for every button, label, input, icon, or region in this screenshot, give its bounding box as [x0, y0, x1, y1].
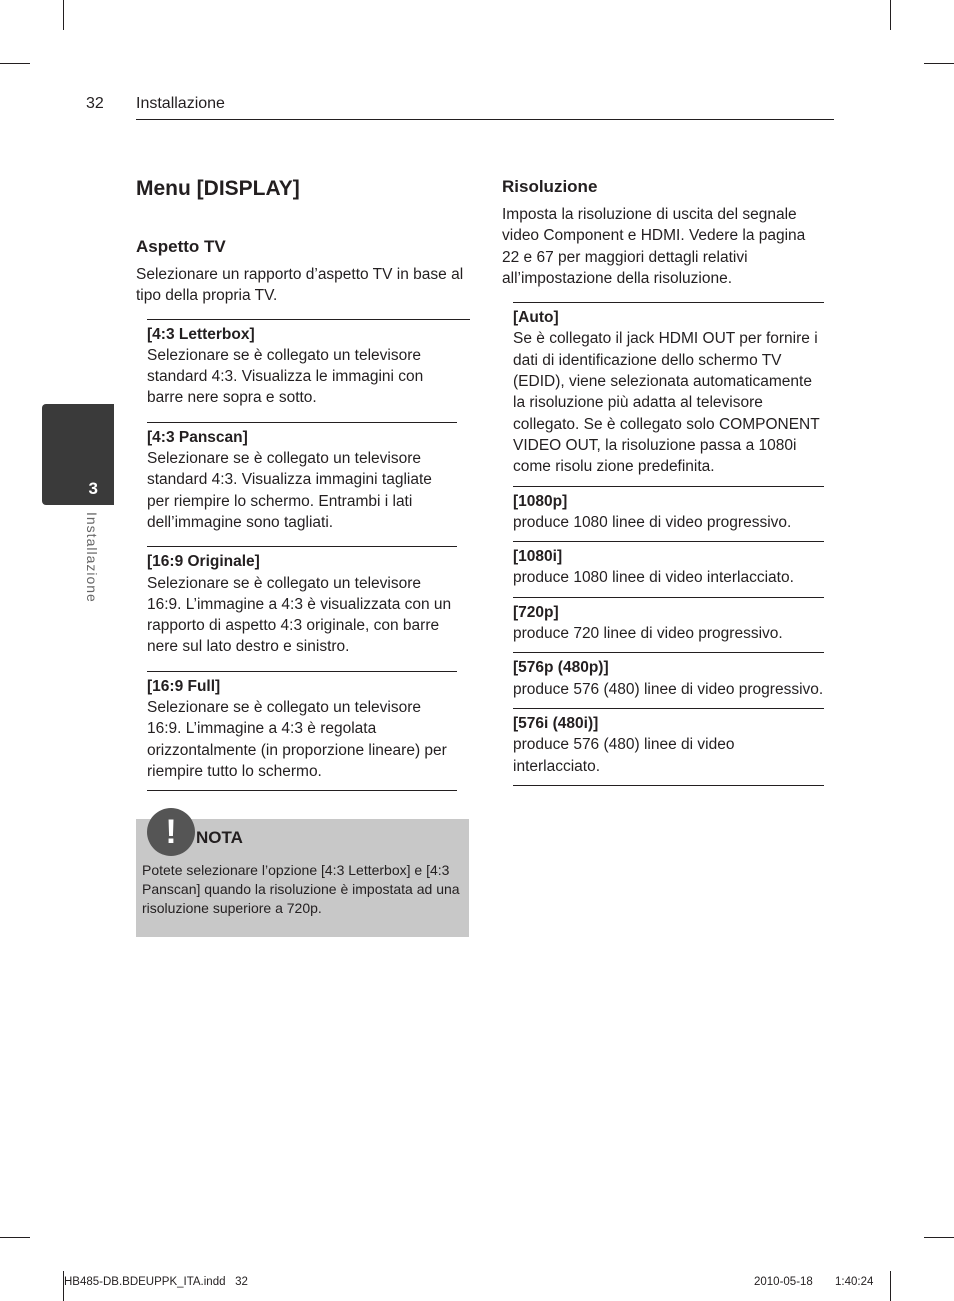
- option-item: [147, 423, 457, 547]
- crop-mark: [0, 1237, 30, 1238]
- section-title-aspect: Aspetto TV: [136, 237, 226, 256]
- page-title: Menu [DISPLAY]: [136, 177, 300, 200]
- crop-mark: [890, 0, 891, 30]
- option-description: Selezionare se è collegato un televisore 16:9. L’immagine a 4:3 è regolata orizzontalmente (in proporzione lineare) per riempire tutto lo schermo.: [147, 699, 447, 780]
- section-intro-aspect: Selezionare un rapporto d’aspetto TV in base al tipo della propria TV.: [136, 266, 464, 305]
- chapter-number: 3: [88, 479, 98, 498]
- chapter-tab-label: Installazione: [84, 512, 100, 603]
- option-title: [576i (480i)]: [513, 714, 599, 732]
- option-description: Selezionare se è collegato un televisore standard 4:3. Visualizza immagini tagliate per riempire lo schermo. Entrambi i lati dell’immagine sono tagliati.: [147, 450, 432, 531]
- note-title: NOTA: [196, 828, 243, 847]
- option-title: [1080i]: [513, 548, 563, 566]
- option-item: [513, 709, 824, 786]
- right-column: [502, 176, 824, 786]
- option-title: [720p]: [513, 603, 559, 621]
- option-title: [576p (480p)]: [513, 659, 609, 677]
- option-item: [147, 320, 457, 423]
- option-item: [147, 672, 457, 791]
- option-item: [513, 653, 824, 709]
- option-description: Selezionare se è collegato un televisore 16:9. L’immagine a 4:3 è visualizzata con un rapporto di aspetto 4:3 originale, con barre nere sul lato destro e sinistro.: [147, 574, 452, 656]
- note-box: [136, 813, 469, 937]
- option-title: [1080p]: [513, 492, 568, 510]
- header-divider: [136, 119, 834, 120]
- option-description: Selezionare se è collegato un televisore standard 4:3. Visualizza le immagini con barre nere sopra e sotto.: [147, 346, 424, 407]
- option-description: produce 1080 linee di video interlacciato.: [513, 569, 794, 587]
- resolution-options-list: [513, 302, 824, 786]
- aspect-options-list: [147, 319, 470, 792]
- left-column: [136, 174, 470, 791]
- option-title: [4:3 Panscan]: [147, 428, 248, 446]
- option-title: [Auto]: [513, 309, 559, 327]
- option-item: [513, 598, 824, 654]
- exclamation-icon: !: [147, 808, 195, 856]
- option-description: produce 720 linee di video progressivo.: [513, 625, 783, 643]
- page-number: 32: [86, 95, 104, 112]
- section-intro-resolution: Imposta la risoluzione di uscita del segnale video Component e HDMI. Vedere la pagina 22 e 67 per maggiori dettagli relativi all’impostazione della risoluzione.: [502, 206, 806, 287]
- option-description: produce 1080 linee di video progressivo.: [513, 513, 792, 531]
- option-description: produce 576 (480) linee di video progressivo.: [513, 680, 824, 698]
- footer-time: 1:40:24: [835, 1276, 874, 1288]
- option-description: Se è collegato il jack HDMI OUT per fornire i dati di identificazione dello schermo TV (EDID), viene selezionata automaticamente la risoluzione più adatta al televisore collegato. Se è collegato solo COMPONENT VIDEO OUT, la risoluzione passa a 1080i come risolu zione predefinita.: [513, 330, 820, 476]
- section-title-resolution: Risoluzione: [502, 177, 598, 196]
- crop-mark: [890, 1271, 891, 1301]
- option-item: [513, 487, 824, 543]
- crop-mark: [63, 0, 64, 30]
- crop-mark: [924, 1237, 954, 1238]
- chapter-tab: [42, 404, 114, 505]
- option-description: produce 576 (480) linee di video interlacciato.: [513, 736, 735, 775]
- option-title: [16:9 Full]: [147, 677, 221, 695]
- option-item: [513, 542, 824, 598]
- option-title: [4:3 Letterbox]: [147, 325, 255, 343]
- header-section-title: Installazione: [136, 95, 225, 112]
- option-title: [16:9 Originale]: [147, 553, 260, 571]
- crop-mark: [924, 63, 954, 64]
- note-text: Potete selezionare l’opzione [4:3 Letterbox] e [4:3 Panscan] quando la risoluzione è impostata ad una risoluzione superiore a 720p.: [142, 862, 460, 916]
- option-item: [513, 303, 824, 486]
- option-item: [147, 547, 457, 671]
- footer-date: 2010-05-18: [754, 1276, 813, 1288]
- footer-filename: HB485-DB.BDEUPPK_ITA.indd 32: [64, 1276, 248, 1288]
- crop-mark: [0, 63, 30, 64]
